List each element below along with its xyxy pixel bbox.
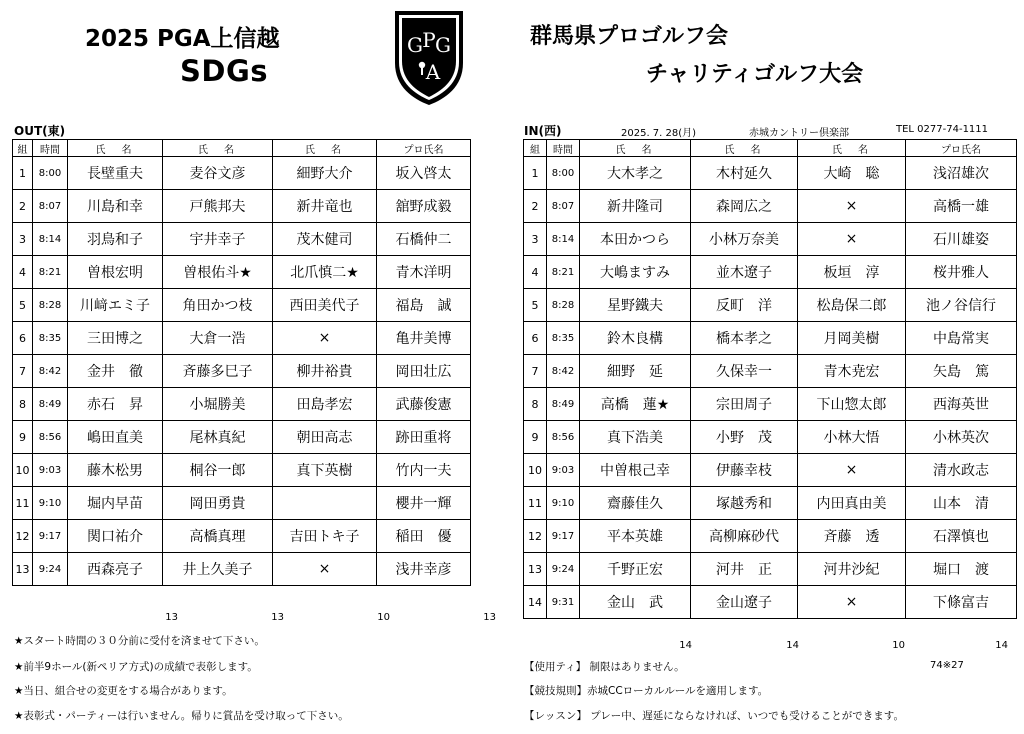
player-name: 嶋田直美	[68, 421, 163, 454]
player-name: ×	[798, 454, 906, 487]
player-name: 河井沙紀	[798, 553, 906, 586]
event-title: 2025 PGA上信越	[85, 26, 280, 52]
player-name: 金井 徹	[68, 355, 163, 388]
player-name: 西田美代子	[273, 289, 377, 322]
table-row	[13, 190, 471, 223]
player-name: 細野 延	[580, 355, 691, 388]
player-name: 大倉一浩	[163, 322, 273, 355]
out-label: OUT(東)	[14, 124, 66, 138]
player-name: 河井 正	[691, 553, 798, 586]
player-name: ×	[798, 223, 906, 256]
col-name: 氏 名	[580, 140, 691, 157]
player-name: 高柳麻砂代	[691, 520, 798, 553]
col-time: 時間	[547, 140, 580, 157]
player-name: 岡田勇貴	[163, 487, 273, 520]
table-row	[524, 487, 1017, 520]
logo-letter: G	[407, 33, 423, 57]
player-name: 齋藤佳久	[580, 487, 691, 520]
tee-time: 8:56	[547, 421, 580, 454]
player-name: 関口祐介	[68, 520, 163, 553]
player-name: 青木尭宏	[798, 355, 906, 388]
pro-name: 石橋仲二	[377, 223, 471, 256]
col-name: 氏 名	[798, 140, 906, 157]
player-name: 川島和幸	[68, 190, 163, 223]
pro-name: 山本 清	[906, 487, 1017, 520]
tee-time: 9:10	[33, 487, 68, 520]
pro-name: 竹内一夫	[377, 454, 471, 487]
pro-name: 舘野成毅	[377, 190, 471, 223]
player-name: 反町 洋	[691, 289, 798, 322]
pro-name: 青木洋明	[377, 256, 471, 289]
table-row	[13, 322, 471, 355]
table-row	[13, 355, 471, 388]
tee-time: 9:03	[547, 454, 580, 487]
player-name: 森岡広之	[691, 190, 798, 223]
player-name: 板垣 淳	[798, 256, 906, 289]
pro-name: 清水政志	[906, 454, 1017, 487]
organizer-title: 群馬県プロゴルフ会	[530, 24, 729, 49]
player-name: 井上久美子	[163, 553, 273, 586]
pro-name: 跡田重将	[377, 421, 471, 454]
out-total: 13	[165, 612, 178, 623]
group-number: 12	[524, 520, 547, 553]
player-name: 真下英樹	[273, 454, 377, 487]
player-name: 内田真由美	[798, 487, 906, 520]
player-name: 高橋真理	[163, 520, 273, 553]
player-name: 大崎 聡	[798, 157, 906, 190]
player-name: 真下浩美	[580, 421, 691, 454]
player-name: 大嶋ますみ	[580, 256, 691, 289]
player-name: 橋本孝之	[691, 322, 798, 355]
player-name: 鈴木良構	[580, 322, 691, 355]
col-pro-name: プロ氏名	[377, 140, 471, 157]
table-row	[524, 454, 1017, 487]
group-number: 7	[524, 355, 547, 388]
table-row	[13, 487, 471, 520]
tee-time: 8:00	[547, 157, 580, 190]
group-number: 10	[13, 454, 33, 487]
table-row	[524, 553, 1017, 586]
pro-name: 石川雄姿	[906, 223, 1017, 256]
player-name: 金山遼子	[691, 586, 798, 619]
player-name: 中曽根己幸	[580, 454, 691, 487]
note-item: ★前半9ホール(新ペリア方式)の成績で表彰します。	[14, 661, 258, 673]
rule-item: 【使用ティ】 制限はありません。	[524, 661, 685, 673]
tee-time: 8:49	[33, 388, 68, 421]
player-name: 新井隆司	[580, 190, 691, 223]
player-name: 北爪慎二★	[273, 256, 377, 289]
player-name: 三田博之	[68, 322, 163, 355]
group-number: 13	[13, 553, 33, 586]
player-name: 吉田トキ子	[273, 520, 377, 553]
player-name: ×	[798, 586, 906, 619]
player-name: 小林大悟	[798, 421, 906, 454]
player-name: 斉藤 透	[798, 520, 906, 553]
pro-name: 岡田壮広	[377, 355, 471, 388]
col-group: 組	[524, 140, 547, 157]
player-name: 金山 武	[580, 586, 691, 619]
player-name: 曽根佑斗★	[163, 256, 273, 289]
in-header-row	[524, 140, 1017, 157]
group-number: 14	[524, 586, 547, 619]
tee-time: 8:07	[33, 190, 68, 223]
table-row	[13, 223, 471, 256]
player-name: 千野正宏	[580, 553, 691, 586]
tee-time: 8:07	[547, 190, 580, 223]
player-name: 桐谷一郎	[163, 454, 273, 487]
group-number: 6	[524, 322, 547, 355]
note-item: ★スタート時間の３０分前に受付を済ませて下さい。	[14, 635, 265, 647]
table-row	[13, 256, 471, 289]
group-number: 13	[524, 553, 547, 586]
group-number: 3	[524, 223, 547, 256]
player-name: 塚越秀和	[691, 487, 798, 520]
pro-name: 桜井雅人	[906, 256, 1017, 289]
pro-name: 下條富吉	[906, 586, 1017, 619]
tee-time: 9:31	[547, 586, 580, 619]
note-item: ★当日、組合せの変更をする場合があります。	[14, 685, 233, 697]
pro-name: 西海英世	[906, 388, 1017, 421]
pro-name: 小林英次	[906, 421, 1017, 454]
table-row	[524, 520, 1017, 553]
pro-name: 福島 誠	[377, 289, 471, 322]
player-name: 西森亮子	[68, 553, 163, 586]
group-number: 4	[524, 256, 547, 289]
group-number: 7	[13, 355, 33, 388]
pro-name: 櫻井一輝	[377, 487, 471, 520]
player-name: 星野鐵夫	[580, 289, 691, 322]
group-number: 6	[13, 322, 33, 355]
player-name: 小堀勝美	[163, 388, 273, 421]
player-name: 曽根宏明	[68, 256, 163, 289]
table-row	[524, 223, 1017, 256]
player-name: ×	[273, 553, 377, 586]
table-row	[524, 322, 1017, 355]
player-name: 戸熊邦夫	[163, 190, 273, 223]
player-name: 角田かつ枝	[163, 289, 273, 322]
table-row	[524, 157, 1017, 190]
group-number: 3	[13, 223, 33, 256]
group-number: 2	[524, 190, 547, 223]
player-name: 細野大介	[273, 157, 377, 190]
player-name: 宇井幸子	[163, 223, 273, 256]
tee-time: 8:21	[33, 256, 68, 289]
player-name	[273, 487, 377, 520]
tee-time: 9:03	[33, 454, 68, 487]
group-number: 5	[13, 289, 33, 322]
group-number: 1	[524, 157, 547, 190]
in-label: IN(西)	[524, 124, 562, 138]
col-name: 氏 名	[163, 140, 273, 157]
table-row	[13, 520, 471, 553]
pro-name: 池ノ谷信行	[906, 289, 1017, 322]
out-total: 10	[377, 612, 390, 623]
in-total: 14	[679, 640, 692, 651]
col-name: 氏 名	[691, 140, 798, 157]
pro-name: 坂入啓太	[377, 157, 471, 190]
rule-item: 【レッスン】 プレー中、遅延にならなければ、いつでも受けることができます。	[524, 710, 904, 722]
pro-name: 石澤慎也	[906, 520, 1017, 553]
tournament-title: チャリティゴルフ大会	[646, 62, 864, 87]
player-name: 宗田周子	[691, 388, 798, 421]
player-name: 伊藤幸枝	[691, 454, 798, 487]
player-name: 高橋 蓮★	[580, 388, 691, 421]
tee-time: 8:56	[33, 421, 68, 454]
in-total: 14	[995, 640, 1008, 651]
tee-time: 8:35	[33, 322, 68, 355]
tee-time: 9:24	[547, 553, 580, 586]
gpga-logo	[393, 9, 465, 106]
player-name: 川﨑エミ子	[68, 289, 163, 322]
player-name: 平本英雄	[580, 520, 691, 553]
player-name: 赤石 昇	[68, 388, 163, 421]
in-total: 14	[786, 640, 799, 651]
tee-time: 8:28	[33, 289, 68, 322]
player-name: 尾林真紀	[163, 421, 273, 454]
logo-letter: G	[435, 33, 451, 57]
tee-time: 8:14	[547, 223, 580, 256]
pro-name: 高橋一雄	[906, 190, 1017, 223]
table-row	[13, 289, 471, 322]
event-date: 2025. 7. 28(月)	[621, 128, 697, 139]
table-row	[13, 421, 471, 454]
rule-item: 【競技規則】赤城CCローカルルールを適用します。	[524, 685, 769, 697]
pro-name: 稲田 優	[377, 520, 471, 553]
table-row	[13, 157, 471, 190]
table-row	[13, 454, 471, 487]
tee-time: 9:10	[547, 487, 580, 520]
venue-name: 赤城カントリー倶楽部	[749, 128, 849, 139]
pro-name: 中島常実	[906, 322, 1017, 355]
tee-time: 8:42	[547, 355, 580, 388]
group-number: 10	[524, 454, 547, 487]
player-name: 新井竜也	[273, 190, 377, 223]
logo-letter: A	[425, 60, 441, 84]
tee-time: 9:17	[547, 520, 580, 553]
table-row	[524, 355, 1017, 388]
player-name: 小野 茂	[691, 421, 798, 454]
tee-time: 8:21	[547, 256, 580, 289]
note-item: ★表彰式・パーティーは行いません。帰りに賞品を受け取って下さい。	[14, 710, 349, 722]
group-number: 12	[13, 520, 33, 553]
group-number: 9	[13, 421, 33, 454]
table-row	[13, 388, 471, 421]
player-name: 久保幸一	[691, 355, 798, 388]
pro-name: 浅井幸彦	[377, 553, 471, 586]
player-name: 長壁重夫	[68, 157, 163, 190]
pro-name: 堀口 渡	[906, 553, 1017, 586]
player-name: 麦谷文彦	[163, 157, 273, 190]
player-name: 堀内早苗	[68, 487, 163, 520]
tee-time: 8:42	[33, 355, 68, 388]
group-number: 8	[13, 388, 33, 421]
tee-time: 8:49	[547, 388, 580, 421]
pro-name: 浅沼雄次	[906, 157, 1017, 190]
out-table	[12, 139, 471, 586]
player-name: 斉藤多巳子	[163, 355, 273, 388]
player-name: 柳井裕貴	[273, 355, 377, 388]
group-number: 2	[13, 190, 33, 223]
group-number: 11	[524, 487, 547, 520]
player-name: ×	[798, 190, 906, 223]
group-number: 9	[524, 421, 547, 454]
player-name: 木村延久	[691, 157, 798, 190]
col-name: 氏 名	[273, 140, 377, 157]
table-row	[524, 586, 1017, 619]
logo-letter: P	[422, 28, 436, 52]
player-name: 松島保二郎	[798, 289, 906, 322]
tee-time: 9:17	[33, 520, 68, 553]
group-number: 1	[13, 157, 33, 190]
out-total: 13	[271, 612, 284, 623]
player-name: 並木遼子	[691, 256, 798, 289]
col-group: 組	[13, 140, 33, 157]
table-row	[524, 421, 1017, 454]
table-row	[524, 388, 1017, 421]
tee-time: 8:14	[33, 223, 68, 256]
player-name: 小林万奈美	[691, 223, 798, 256]
group-number: 8	[524, 388, 547, 421]
pro-name: 武藤俊憲	[377, 388, 471, 421]
tee-time: 8:00	[33, 157, 68, 190]
table-row	[13, 553, 471, 586]
table-row	[524, 289, 1017, 322]
group-number: 5	[524, 289, 547, 322]
venue-tel: TEL 0277-74-1111	[896, 124, 989, 135]
col-time: 時間	[33, 140, 68, 157]
player-name: 茂木健司	[273, 223, 377, 256]
tee-time: 9:24	[33, 553, 68, 586]
col-pro-name: プロ氏名	[906, 140, 1017, 157]
table-row	[524, 256, 1017, 289]
player-name: 朝田高志	[273, 421, 377, 454]
tee-time: 8:35	[547, 322, 580, 355]
player-name: 大木孝之	[580, 157, 691, 190]
grand-total: 74※27	[930, 660, 964, 671]
player-name: 羽鳥和子	[68, 223, 163, 256]
tee-time: 8:28	[547, 289, 580, 322]
pro-name: 亀井美博	[377, 322, 471, 355]
in-total: 10	[892, 640, 905, 651]
table-row	[524, 190, 1017, 223]
player-name: 藤木松男	[68, 454, 163, 487]
player-name: 本田かつら	[580, 223, 691, 256]
player-name: 田島孝宏	[273, 388, 377, 421]
player-name: ×	[273, 322, 377, 355]
group-number: 4	[13, 256, 33, 289]
player-name: 月岡美樹	[798, 322, 906, 355]
event-subtitle: SDGs	[180, 54, 269, 88]
col-name: 氏 名	[68, 140, 163, 157]
in-table	[523, 139, 1017, 619]
out-header-row	[13, 140, 471, 157]
group-number: 11	[13, 487, 33, 520]
pro-name: 矢島 篤	[906, 355, 1017, 388]
out-total: 13	[483, 612, 496, 623]
player-name: 下山惣太郎	[798, 388, 906, 421]
